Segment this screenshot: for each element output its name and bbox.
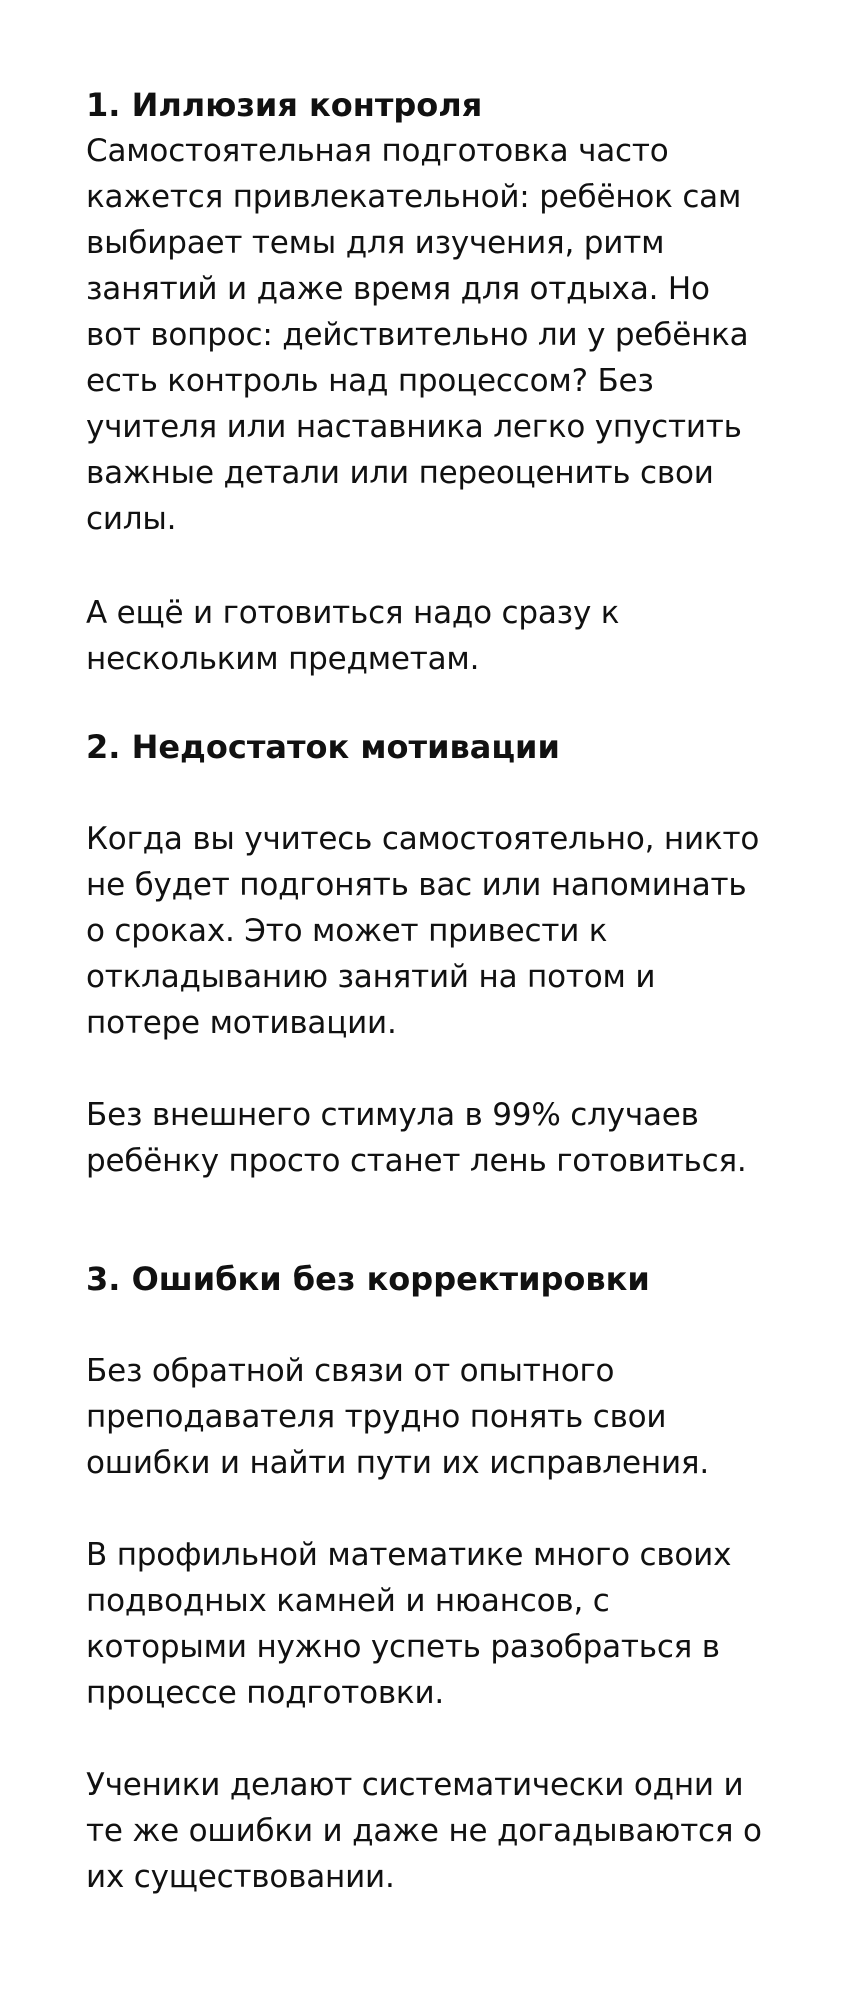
section-3-heading: 3. Ошибки без корректировки [86, 1260, 650, 1298]
section-1-paragraph-1 [86, 128, 786, 542]
text-line: ребёнку просто станет лень готовиться. [86, 1143, 747, 1179]
section-1-heading: 1. Иллюзия контроля [86, 86, 483, 124]
section-3-paragraph-1 [86, 1348, 786, 1486]
text-line: В профильной математике много своих [86, 1537, 732, 1573]
text-line: важные детали или переоценить свои [86, 455, 714, 491]
section-2-paragraph-1 [86, 816, 786, 1046]
text-line: выбирает темы для изучения, ритм [86, 225, 665, 261]
text-line: Ученики делают систематически одни и [86, 1767, 744, 1803]
text-line: о сроках. Это может привести к [86, 913, 608, 949]
text-line: потере мотивации. [86, 1005, 397, 1041]
text-line: ошибки и найти пути их исправления. [86, 1445, 710, 1481]
text-line: их существовании. [86, 1859, 395, 1895]
text-line: откладыванию занятий на потом и [86, 959, 656, 995]
text-line: А ещё и готовиться надо сразу к [86, 595, 620, 631]
text-line: вот вопрос: действительно ли у ребёнка [86, 317, 749, 353]
text-line: есть контроль над процессом? Без [86, 363, 654, 399]
text-line: не будет подгонять вас или напоминать [86, 867, 747, 903]
section-3-paragraph-2 [86, 1532, 786, 1716]
text-line: процессе подготовки. [86, 1675, 445, 1711]
section-1-paragraph-2 [86, 590, 786, 682]
text-line: силы. [86, 501, 177, 537]
text-line: те же ошибки и даже не догадываются о [86, 1813, 762, 1849]
section-3-paragraph-3 [86, 1762, 786, 1900]
section-2-paragraph-2 [86, 1092, 786, 1184]
text-line: Без внешнего стимула в 99% случаев [86, 1097, 699, 1133]
text-line: Когда вы учитесь самостоятельно, никто [86, 821, 760, 857]
text-line: кажется привлекательной: ребёнок сам [86, 179, 742, 215]
text-line: Самостоятельная подготовка часто [86, 133, 669, 169]
text-line: учителя или наставника легко упустить [86, 409, 742, 445]
text-line: подводных камней и нюансов, с [86, 1583, 610, 1619]
text-line: занятий и даже время для отдыха. Но [86, 271, 710, 307]
section-2-heading: 2. Недостаток мотивации [86, 728, 560, 766]
text-line: которыми нужно успеть разобраться в [86, 1629, 720, 1665]
text-line: нескольким предметам. [86, 641, 480, 677]
text-line: преподавателя трудно понять свои [86, 1399, 667, 1435]
text-line: Без обратной связи от опытного [86, 1353, 615, 1389]
